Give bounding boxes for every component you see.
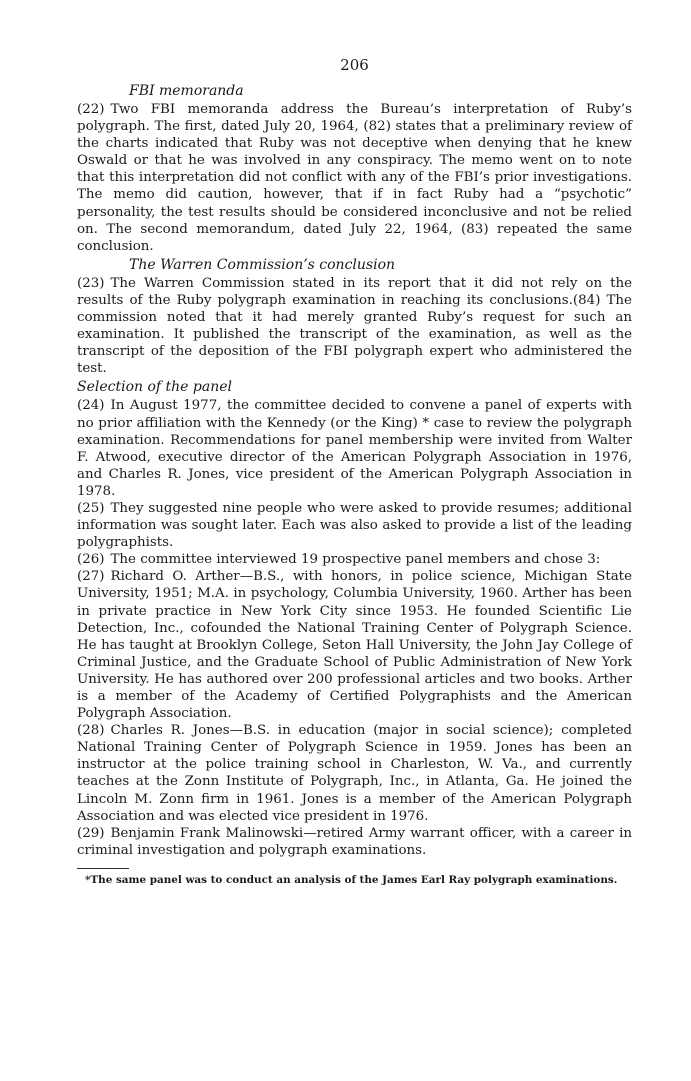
paragraph-text: The committee interviewed 19 prospective panel members and chose 3: (110, 552, 601, 568)
paragraph-number: (25) (77, 500, 105, 516)
paragraph-text: Richard O. Arther—B.S., with honors, in police science, Michigan State University, 1951; M.A. in psychology, Columbia University, 1960. Arther has been in private practice in New York City since 1953. He founded Scientific Lie Detection, Inc., cofounded the National Training Center of Polygraph Science. He has taught at Brooklyn College, Seton Hall University, the John Jay College of Criminal Justice, and the Graduate School of Public Administration of New York University. He has authored over 200 professional articles and two books. Arther is a member of the Academy of Certified Polygraphists and the American Polygraph Association. (77, 569, 632, 722)
paragraph (77, 397, 632, 500)
paragraph-text: Benjamin Frank Malinowski—retired Army warrant officer, with a career in criminal investigation and polygraph examinations. (77, 825, 632, 858)
paragraph (77, 722, 632, 825)
paragraph (77, 275, 632, 378)
paragraph-text: The Warren Commission stated in its report that it did not rely on the results of the Ruby polygraph examination in reaching its conclusions.(84) The commission noted that it had merely granted Ruby’s request for such an examination. It published the transcript of the examination, as well as the transcript of the deposition of the FBI polygraph expert who administered the test. (77, 275, 632, 377)
paragraph-number: (23) (77, 275, 105, 291)
paragraph (77, 825, 632, 859)
paragraph (77, 568, 632, 722)
paragraph-number: (24) (77, 398, 105, 414)
paragraph-number: (26) (77, 552, 105, 568)
section-fbi-memoranda (77, 82, 632, 255)
paragraph-text: Two FBI memoranda address the Bureau’s interpretation of Ruby’s polygraph. The first, dated July 20, 1964, (82) states that a preliminary review of the charts indicated that Ruby was not deceptive when denying that he knew Oswald or that he was involved in any conspiracy. The memo went on to note that this interpretation did not conflict with any of the FBI’s prior investigations. The memo did caution, however, that if in fact Ruby had a “psychotic” personality, the test results should be considered inconclusive and not be relied on. The second memorandum, dated July 22, 1964, (83) repeated the same conclusion. (77, 102, 632, 254)
footnote-divider (77, 868, 129, 869)
section-selection-of-panel (77, 378, 632, 859)
section-warren-commission-conclusion (77, 256, 632, 378)
paragraph-number: (29) (77, 825, 105, 841)
page-number: 206 (340, 56, 369, 74)
paragraph-number: (27) (77, 569, 105, 585)
section-heading: FBI memoranda (129, 83, 244, 99)
document-page (77, 56, 632, 887)
paragraph-text: Charles R. Jones—B.S. in education (major in social science); completed National Training Center of Polygraph Science in 1959. Jones has been an instructor at the police training school in Charleston, W. Va., and currently teaches at the Zonn Institute of Polygraph, Inc., in Atlanta, Ga. He joined the Lincoln M. Zonn firm in 1961. Jones is a member of the American Polygraph Association and was elected vice president in 1976. (77, 723, 632, 824)
section-heading: Selection of the panel (77, 379, 233, 396)
paragraph (77, 551, 632, 568)
paragraph-number: (28) (77, 723, 105, 739)
section-heading: The Warren Commission’s conclusion (129, 256, 396, 273)
paragraph (77, 101, 632, 255)
paragraph-text: They suggested nine people who were asked to provide resumes; additional information was sought later. Each was also asked to provide a list of the leading polygraphists. (77, 500, 632, 551)
paragraph-text: In August 1977, the committee decided to convene a panel of experts with no prior affiliation with the Kennedy (or the King) * case to review the polygraph examination. Recommendations for panel membership were invited from Walter F. Atwood, executive director of the American Polygraph Association in 1976, and Charles R. Jones, vice president of the American Polygraph Association in 1978. (77, 398, 632, 499)
paragraph-number: (22) (77, 102, 105, 117)
paragraph (77, 500, 632, 551)
footnote: *The same panel was to conduct an analysis of the James Earl Ray polygraph examinations. (85, 873, 618, 886)
